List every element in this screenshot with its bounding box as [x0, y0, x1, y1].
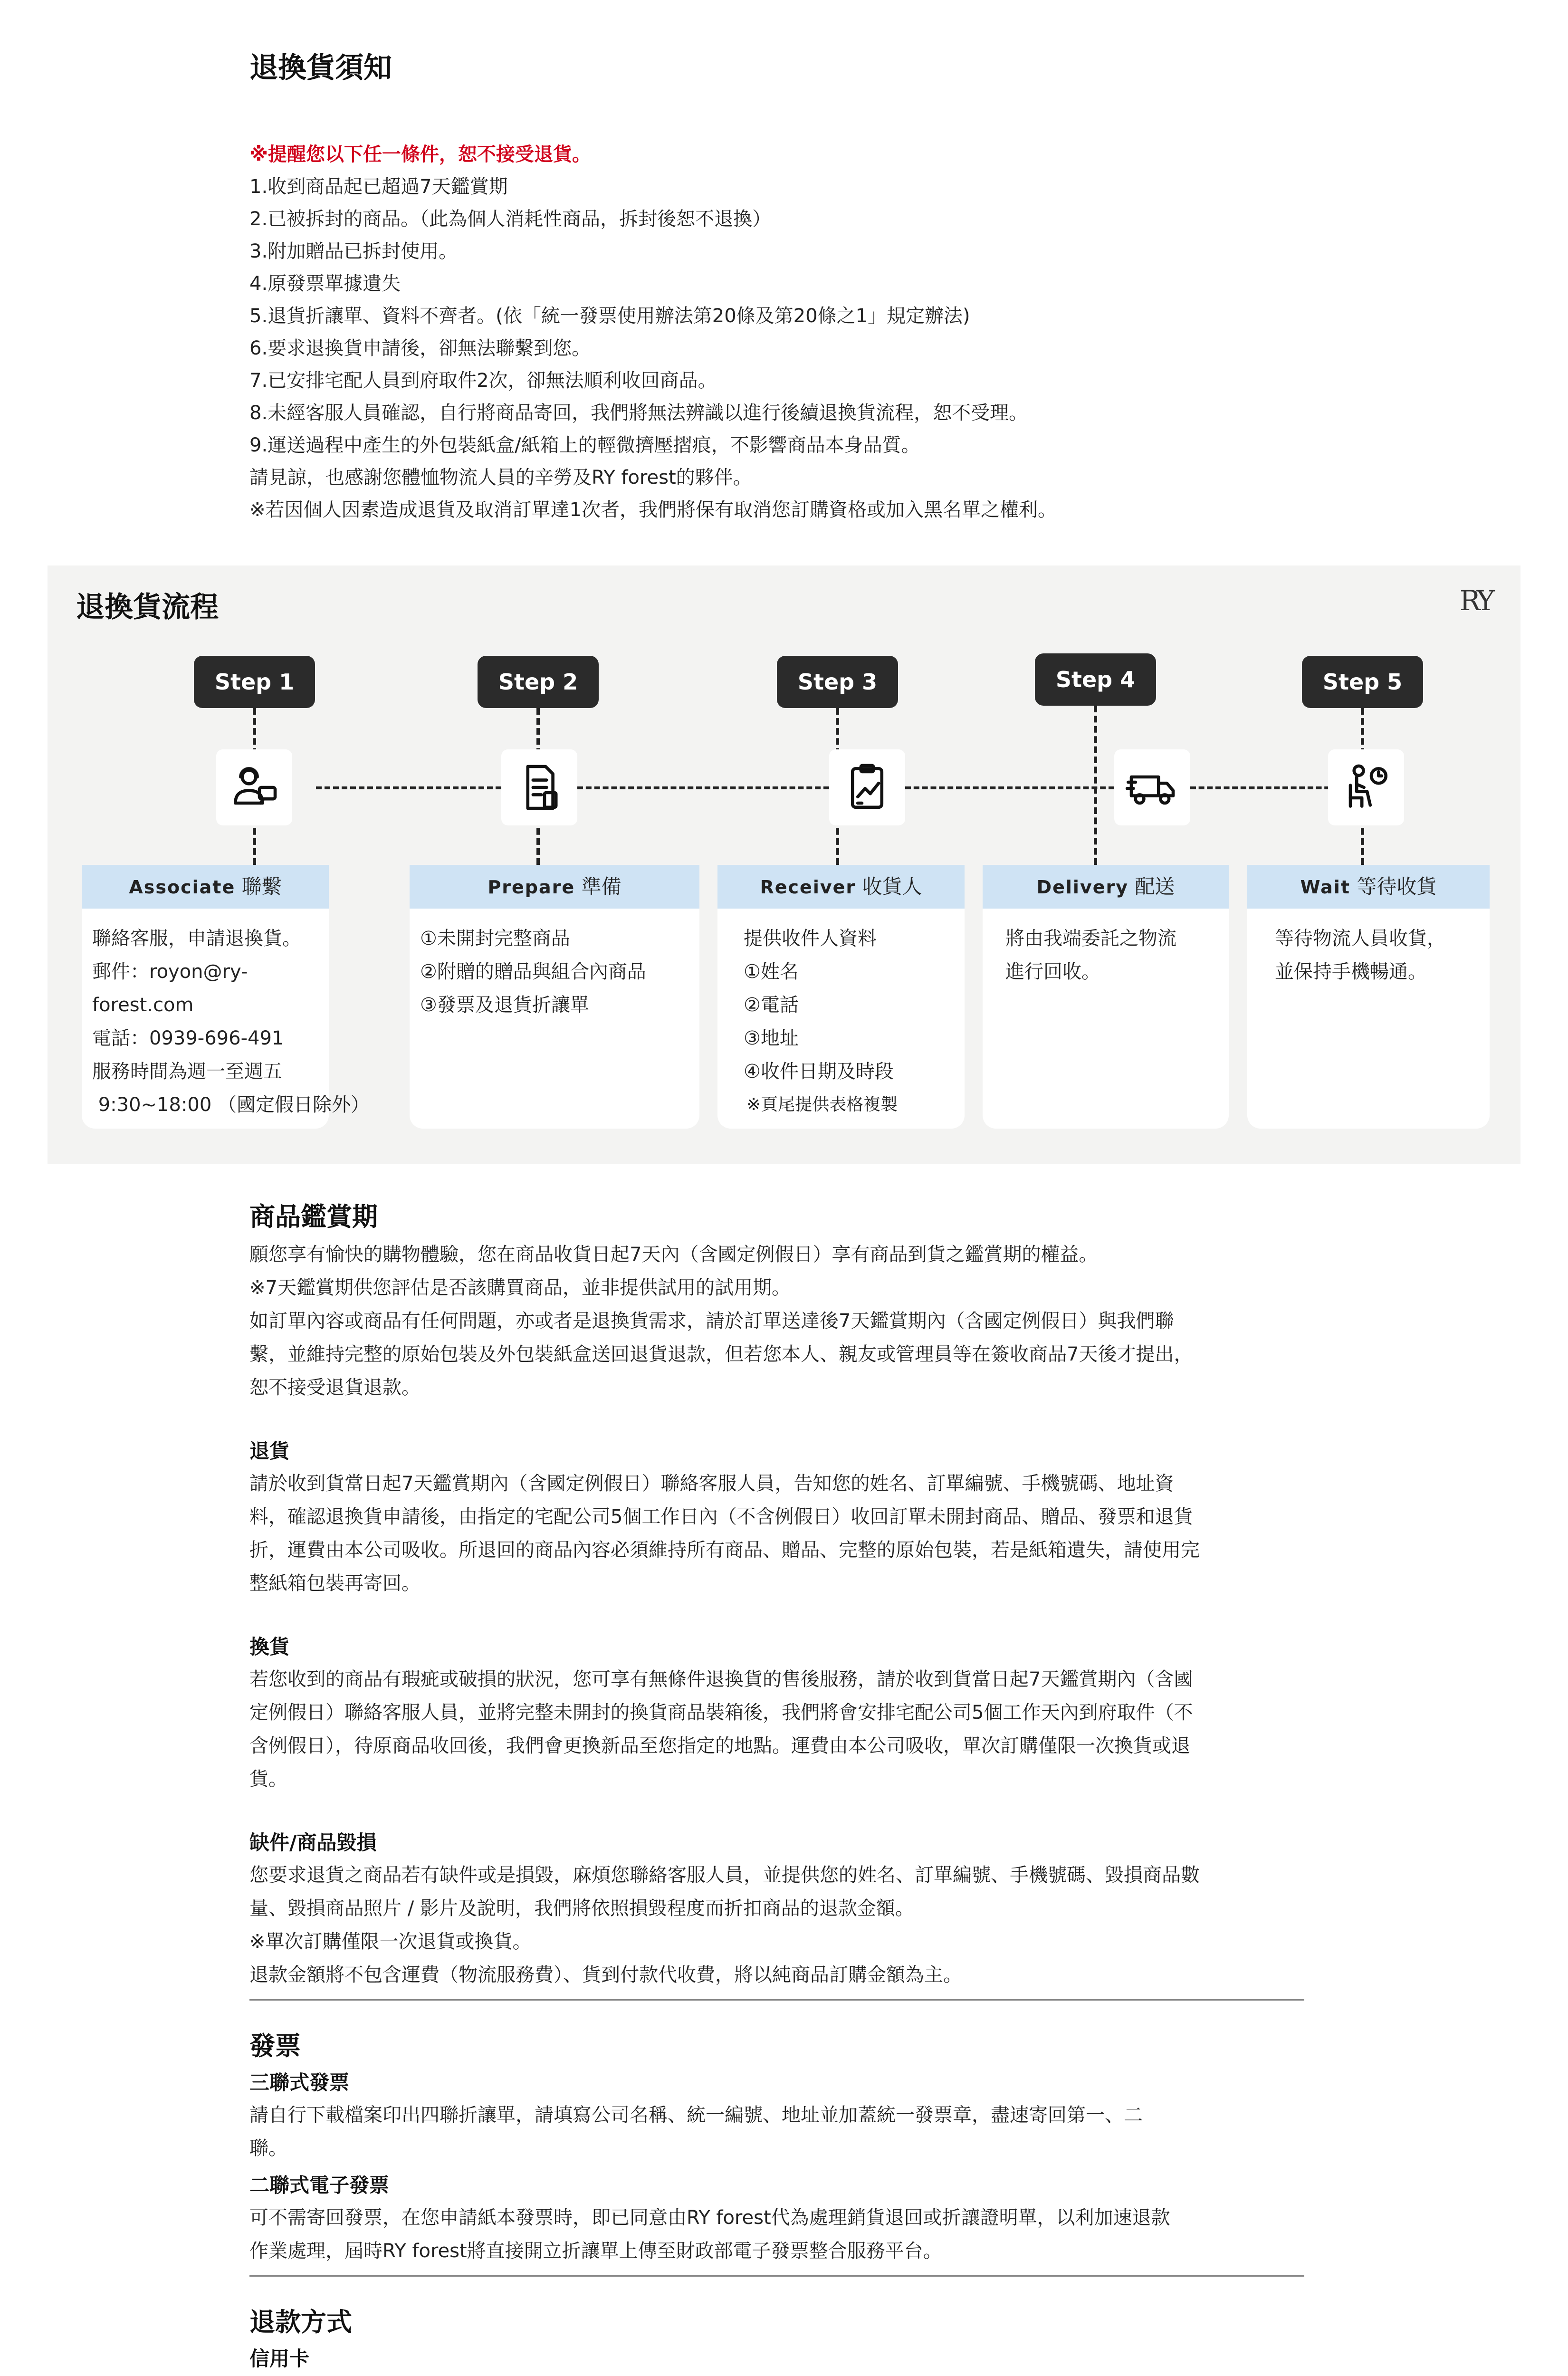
invoice-title: 發票 — [249, 2031, 301, 2061]
step-2-header — [410, 865, 699, 909]
step-3-header-en: Receiver — [760, 877, 856, 898]
step-3-label: Step 3 — [777, 656, 898, 708]
step-4-label: Step 4 — [1035, 653, 1156, 706]
step-3-line: ③地址 — [744, 1027, 799, 1049]
step-2-line: ①未開封完整商品 — [420, 928, 570, 949]
defect-line: ※單次訂購僅限一次退貨或換貨。 — [249, 1931, 532, 1953]
step-2-line: ③發票及退貨折讓單 — [420, 994, 589, 1016]
return-line: 料，確認退換貨申請後，由指定的宅配公司5個工作日內（不含例假日）收回訂單未開封商品、贈品、發票和退貨 — [249, 1506, 1193, 1528]
step-3-body — [717, 909, 965, 1121]
step-4-header — [983, 865, 1229, 909]
step-5-card — [1247, 865, 1490, 1129]
exchange-line: 含例假日），待原商品收回後，我們會更換新品至您指定的地點。運費由本公司吸收，單次訂購僅限一次換貨或退 — [249, 1735, 1190, 1757]
duplicate-line: 作業處理，屆時RY forest將直接開立折讓單上傳至財政部電子發票整合服務平台。 — [249, 2240, 942, 2262]
appreciation-line: ※7天鑑賞期供您評估是否該購買商品，並非提供試用的試用期。 — [249, 1277, 791, 1299]
duplicate-line: 可不需寄回發票，在您申請紙本發票時，即已同意由RY forest代為處理銷貨退回或折讓證明單，以利加速退款 — [249, 2207, 1170, 2229]
appreciation-line: 如訂單內容或商品有任何問題，亦或者是退換貨需求，請於訂單送達後7天鑑賞期內（含國定例假日）與我們聯 — [249, 1310, 1174, 1332]
step-4-line: 進行回收。 — [1005, 961, 1100, 983]
step-5-line: 並保持手機暢通。 — [1275, 961, 1427, 983]
document-icon — [501, 749, 577, 825]
notice-section — [249, 45, 1342, 526]
step-5-body — [1247, 909, 1490, 988]
step-3-header-zh: 收貨人 — [862, 875, 922, 898]
notice-title: 退換貨須知 — [249, 51, 392, 85]
step-5-header — [1247, 865, 1490, 909]
appreciation-line: 繫，並維持完整的原始包裝及外包裝紙盒送回退貨退款，但若您本人、親友或管理員等在簽收商品7天後才提出， — [249, 1343, 1193, 1365]
step-connector — [1094, 706, 1097, 865]
connector-line — [316, 786, 501, 789]
notice-item: 5.退貨折讓單、資料不齊者。(依「統一發票使用辦法第20條及第20條之1」規定辦法) — [249, 305, 970, 327]
notice-item: 7.已安排宅配人員到府取件2次，卻無法順利收回商品。 — [249, 370, 717, 392]
step-1-header-zh: 聯繫 — [241, 875, 282, 898]
step-1-line: 服務時間為週一至週五 — [92, 1061, 282, 1083]
notice-item: 9.運送過程中產生的外包裝紙盒/紙箱上的輕微擠壓摺痕，不影響商品本身品質。 — [249, 434, 920, 456]
step-2-line: ②附贈的贈品與組合內商品 — [420, 961, 646, 983]
exchange-line: 貨。 — [249, 1768, 287, 1790]
step-1-line: 9:30~18:00 （國定假日除外） — [92, 1094, 370, 1116]
notice-item: 2.已被拆封的商品。（此為個人消耗性商品，拆封後恕不退換） — [249, 208, 772, 230]
step-1-email[interactable]: 郵件：royon@ry-forest.com — [92, 961, 248, 1016]
exchange-title: 換貨 — [249, 1635, 290, 1658]
waiting-person-icon — [1328, 749, 1404, 825]
triplicate-invoice-title: 三聯式發票 — [249, 2071, 350, 2094]
appreciation-title: 商品鑑賞期 — [249, 1201, 378, 1232]
step-1-header-en: Associate — [129, 877, 236, 898]
connector-line — [577, 786, 829, 789]
step-3-note: ※頁尾提供表格複製 — [746, 1095, 898, 1114]
step-3-line: ②電話 — [744, 994, 799, 1016]
customer-service-icon — [216, 749, 292, 825]
return-title: 退貨 — [249, 1439, 290, 1463]
exchange-line: 定例假日）聯絡客服人員，並將完整未開封的換貨商品裝箱後，我們將會安排宅配公司5個工作天內到府取件（不 — [249, 1702, 1193, 1724]
return-process-panel — [48, 565, 1520, 1164]
step-4-line: 將由我端委託之物流 — [1005, 928, 1176, 949]
notice-item: 4.原發票單據遺失 — [249, 273, 401, 295]
notice-list — [249, 171, 1342, 526]
step-3-line: 提供收件人資料 — [744, 928, 877, 949]
delivery-truck-icon — [1114, 749, 1190, 825]
policy-section — [249, 1195, 1304, 2376]
step-1-header — [82, 865, 329, 909]
step-1-card — [82, 865, 370, 1129]
defect-line: 量、毀損商品照片 / 影片及說明，我們將依照損毀程度而折扣商品的退款金額。 — [249, 1897, 914, 1919]
step-5-line: 等待物流人員收貨， — [1275, 928, 1446, 949]
notice-item: 6.要求退換貨申請後，卻無法聯繫到您。 — [249, 337, 591, 359]
process-title: 退換貨流程 — [76, 591, 219, 624]
step-1-phone[interactable]: 電話：0939-696-491 — [92, 1027, 284, 1049]
step-4-header-en: Delivery — [1036, 877, 1129, 898]
step-3-header — [717, 865, 965, 909]
appreciation-line: 願您享有愉快的購物體驗，您在商品收貨日起7天內（含國定例假日）享有商品到貨之鑑賞期的權益。 — [249, 1244, 1098, 1265]
clipboard-chart-icon — [829, 749, 905, 825]
step-2-body — [410, 909, 699, 1022]
defect-line: 您要求退貨之商品若有缺件或是損毀，麻煩您聯絡客服人員，並提供您的姓名、訂單編號、手機號碼、毀損商品數 — [249, 1864, 1200, 1886]
notice-item: 3.附加贈品已拆封使用。 — [249, 240, 458, 262]
step-2-header-en: Prepare — [488, 877, 575, 898]
step-1-label: Step 1 — [194, 656, 315, 708]
notice-item: 8.未經客服人員確認，自行將商品寄回，我們將無法辨識以進行後續退換貨流程，恕不受理。 — [249, 402, 1028, 424]
notice-item: 請見諒，也感謝您體恤物流人員的辛勞及RY forest的夥伴。 — [249, 467, 752, 489]
step-1-line: 聯絡客服，申請退換貨。 — [92, 928, 301, 949]
defect-title: 缺件/商品毀損 — [249, 1831, 377, 1854]
step-2-card — [410, 865, 699, 1129]
step-3-line: ①姓名 — [744, 961, 799, 983]
return-line: 折，運費由本公司吸收。所退回的商品內容必須維持所有商品、贈品、完整的原始包裝，若是紙箱遺失，請使用完 — [249, 1539, 1200, 1561]
step-2-header-zh: 準備 — [581, 875, 621, 898]
step-3-card — [717, 865, 965, 1129]
step-1-body — [82, 909, 370, 1121]
duplicate-invoice-title: 二聯式電子發票 — [249, 2174, 390, 2197]
return-line: 整紙箱包裝再寄回。 — [249, 1572, 421, 1594]
triplicate-line: 請自行下載檔案印出四聯折讓單，請填寫公司名稱、統一編號、地址並加蓋統一發票章，盡速寄回第一、二 — [249, 2104, 1143, 2126]
ry-logo: RY — [1459, 584, 1492, 617]
triplicate-line: 聯。 — [249, 2137, 287, 2159]
step-4-body — [983, 909, 1229, 988]
step-5-header-zh: 等待收貨 — [1357, 875, 1437, 898]
appreciation-line: 恕不接受退貨退款。 — [249, 1377, 421, 1399]
step-4-card — [983, 865, 1229, 1129]
step-4-header-zh: 配送 — [1135, 875, 1175, 898]
connector-line — [905, 786, 1114, 789]
refund-title: 退款方式 — [249, 2307, 352, 2337]
defect-line: 退款金額將不包含運費（物流服務費）、貨到付款代收費，將以純商品訂購金額為主。 — [249, 1964, 962, 1986]
notice-item: ※若因個人因素造成退貨及取消訂單達1次者，我們將保有取消您訂購資格或加入黑名單之權利。 — [249, 499, 1057, 521]
step-2-label: Step 2 — [478, 656, 599, 708]
notice-warning: ※提醒您以下任一條件，恕不接受退貨。 — [249, 144, 591, 165]
credit-card-title: 信用卡 — [249, 2347, 310, 2370]
exchange-line: 若您收到的商品有瑕疵或破損的狀況，您可享有無條件退換貨的售後服務，請於收到貨當日起7天鑑賞期內（含國 — [249, 1668, 1193, 1690]
return-line: 請於收到貨當日起7天鑑賞期內（含國定例假日）聯絡客服人員，告知您的姓名、訂單編號、手機號碼、地址資 — [249, 1473, 1174, 1495]
step-5-label: Step 5 — [1302, 656, 1423, 708]
step-5-header-en: Wait — [1300, 877, 1351, 898]
notice-item: 1.收到商品起已超過7天鑑賞期 — [249, 176, 508, 198]
step-3-line: ④收件日期及時段 — [744, 1061, 894, 1083]
